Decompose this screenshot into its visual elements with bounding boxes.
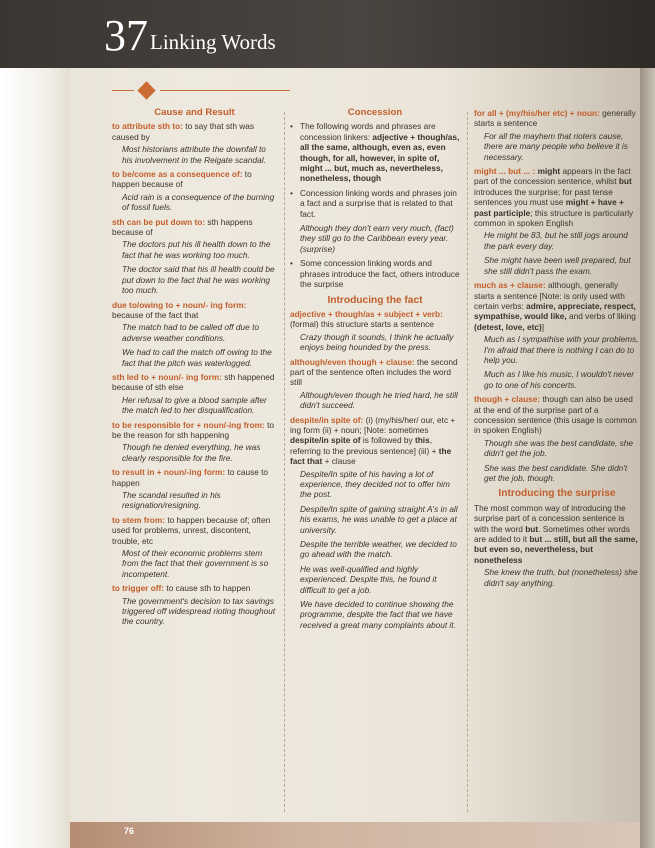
entry-head: due to/owing to + noun/- ing form: <box>112 299 247 310</box>
entry <box>290 357 460 388</box>
entry <box>112 121 277 142</box>
column-concession-cont <box>474 108 640 592</box>
paragraph <box>474 503 640 565</box>
footer-bar <box>70 822 640 848</box>
entry-head: to result in + noun/-ing form: <box>112 467 226 478</box>
entry-text: sth happened because of sth else <box>112 371 275 393</box>
entry-head: sth led to + noun/- ing form: <box>112 371 222 382</box>
bullet-text: The following words and phrases are concession linkers: <box>300 121 436 142</box>
example: Though she was the best candidate, she didn't get the job. <box>484 437 633 459</box>
example: The doctor said that his ill health could be put down to the fact that he was working too much. <box>122 264 275 296</box>
example: Despite the terrible weather, we decided to go ahead with the match. <box>300 539 457 560</box>
entry-bold: (detest, love, etc) <box>474 321 542 332</box>
chapter-header <box>0 0 655 68</box>
example: Much as I like his music, I wouldn't never go to one of his concerts. <box>484 369 635 390</box>
example: Although/even though he tried hard, he still didn't succeed. <box>300 389 458 411</box>
entry-text: is followed by <box>360 435 415 446</box>
example: Crazy though it sounds, I think he actually enjoys being hounded by the press. <box>300 331 454 353</box>
example: Most historians attribute the downfall to his involvement in the Reigate scandal. <box>122 144 266 165</box>
entry <box>112 300 277 321</box>
entry <box>474 280 640 332</box>
entry-text: , referring to the previous sentence] (iii) + <box>290 435 439 456</box>
example: We had to call the match off owing to the fact that the pitch was waterlogged. <box>122 347 272 368</box>
bullet-item <box>290 121 460 183</box>
paragraph-bold: but <box>525 523 539 534</box>
entry <box>112 169 277 190</box>
entry-text: ] <box>541 321 545 332</box>
page-margin <box>0 60 70 848</box>
entry-text: + clause <box>322 456 356 467</box>
bullet-icon: • <box>290 187 293 198</box>
entry <box>112 515 277 546</box>
entry-bold: this <box>414 435 430 446</box>
paragraph-text: . Sometimes other words are added to it <box>474 523 630 545</box>
example: Despite/In spite of his having a lot of experience, they decided not to offer him the post. <box>300 468 450 500</box>
bullet-icon: • <box>290 258 293 269</box>
entry-text: introduces the surprise; for past tense sentences you must use <box>474 186 613 208</box>
entry-text: (formal) this structure starts a sentence <box>290 319 434 330</box>
entry-head: to stem from: <box>112 514 166 525</box>
entry-head: might ... but ... : <box>474 166 536 177</box>
example: The scandal resulted in his resignation/resigning. <box>122 490 221 511</box>
header-rule <box>160 90 290 91</box>
entry-bold: despite/in spite of <box>290 435 361 446</box>
entry <box>112 420 277 441</box>
bullet-icon: • <box>290 121 293 132</box>
entry-text: sth happens because of <box>112 216 253 238</box>
entry-head: to trigger off: <box>112 583 165 594</box>
entry-bold: admire, appreciate, respect, sympathise, would like, <box>474 300 636 322</box>
header-rule <box>112 90 134 91</box>
example: She was the best candidate. She didn't get the job, though. <box>484 462 628 483</box>
section-title: Concession <box>347 107 403 118</box>
entry-bold: the fact that <box>290 445 452 467</box>
entry <box>290 415 460 467</box>
bullet-item <box>290 188 460 219</box>
entry-text: ; this structure is particularly common in spoken English <box>474 207 634 229</box>
entry <box>112 583 277 593</box>
example: Though he denied everything, he was clearly responsible for the fire. <box>122 442 261 463</box>
entry-text: to happen because of; often used for problems, unrest, discontent, trouble, etc <box>112 514 271 546</box>
example: He was well-qualified and highly experienced. Despite this, he found it difficult to get a job. <box>300 563 437 595</box>
entry-head: for all + (my/his/her etc) + noun: <box>474 108 600 118</box>
example: Most of their economic problems stem from the fact that their government is so incompetent. <box>122 548 269 579</box>
column-cause-result <box>112 108 277 631</box>
entry-head: to attribute sth to: <box>112 121 183 132</box>
entry-head: adjective + though/as + subject + verb: <box>290 308 443 319</box>
entry-head: sth can be put down to: <box>112 216 206 227</box>
example: She knew the truth, but (nonetheless) she didn't say anything. <box>484 567 638 588</box>
entry <box>112 372 277 393</box>
example: Although they don't earn very much, (fact) they still go to the Caribbean every year. (surprise) <box>300 223 454 254</box>
column-concession <box>290 108 460 634</box>
entry-text: though can also be used at the end of the surprise part of a concession sentence (this usage is common in spoken English) <box>474 394 637 436</box>
entry-bold: might <box>537 166 561 177</box>
entry <box>290 309 460 330</box>
column-divider <box>284 112 285 812</box>
section-title: Cause and Result <box>154 107 235 118</box>
section-title: Introducing the surprise <box>498 488 616 500</box>
entry-text: although, generally starts a sentence [Note: is only used with certain verbs: <box>474 280 625 311</box>
entry <box>474 108 640 129</box>
entry-text: to cause sth to happen <box>164 583 251 594</box>
entry-head: though + clause: <box>474 394 541 405</box>
entry-head: although/even though + clause: <box>290 356 415 367</box>
entry <box>474 166 640 228</box>
chapter-title: Linking Words <box>150 30 276 54</box>
entry-text: the second part of the sentence often includes the word still <box>290 356 458 388</box>
entry-text: to happen because of <box>112 169 252 190</box>
chapter-number: 37 <box>104 11 148 60</box>
example: For all the mayhem that rioters cause, there are many people who believe it is necessary. <box>484 130 628 162</box>
column-divider <box>467 112 468 812</box>
entry-text: to say that sth was caused by <box>112 121 255 142</box>
example: The government's decision to tax savings triggered off widespread rioting thoughout the country. <box>122 595 276 627</box>
example: Despite/In spite of gaining straight A's in all his exams, he was unable to get a place at university. <box>300 503 458 535</box>
entry-text: to be the reason for sth happening <box>112 419 275 440</box>
bullet-item <box>290 258 460 289</box>
entry-bold: might + have + past participle <box>474 197 624 218</box>
entry-bold: but <box>618 176 632 187</box>
bullet-bold: adjective + though/as, all the same, although, even as, even though, for all, however, in spite of, might ... but, much as, nevertheless, nonetheless, though <box>300 131 460 184</box>
example: She might have been well prepared, but she still didn't pass the exam. <box>484 255 631 276</box>
entry-head: to be responsible for + noun/-ing from: <box>112 419 265 430</box>
entry <box>112 467 277 488</box>
page-edge <box>640 0 655 848</box>
example: He might be 83, but he still jogs around the park every day. <box>484 230 628 251</box>
paragraph-bold: but ... still, but all the same, but even so, nevertheless, but nonetheless <box>474 534 638 565</box>
entry-text: appears in the fact part of the concession sentence, whilst <box>474 166 631 187</box>
entry-head: to be/come as a consequence of: <box>112 169 243 180</box>
entry-text: to cause to happen <box>112 467 269 488</box>
entry-text: because of the fact that <box>112 309 199 320</box>
page-number: 76 <box>124 826 135 836</box>
example: The doctors put his ill health down to the fact that he was working too much. <box>122 239 271 260</box>
example: We have decided to continue showing the programme, despite the fact that we have received a great many complaints about it. <box>300 599 456 630</box>
paragraph-text: The most common way of introducing the surprise part of a concession sentence is with the word <box>474 502 626 534</box>
entry-head: despite/in spite of: <box>290 414 364 425</box>
example: The match had to be called off due to adverse weather conditions. <box>122 322 259 343</box>
example: Her refusal to give a blood sample after the match led to her disqualification. <box>122 394 267 416</box>
entry-text: generally starts a sentence <box>474 108 636 129</box>
entry <box>474 394 640 436</box>
entry <box>112 217 277 238</box>
example: Acid rain is a consequence of the burning of fossil fuels. <box>122 191 275 213</box>
example: Much as I sympathise with your problems, I'm afraid that there is nothing I can do to help you. <box>484 334 639 365</box>
section-title: Introducing the fact <box>327 294 423 306</box>
entry-head: much as + clause: <box>474 280 546 291</box>
entry-text: (i) (my/his/her/ our, etc + ing form (ii) + noun; [Note: sometimes <box>290 414 456 435</box>
bullet-text: Concession linking words and phrases join a fact and a surprise that is related to that fact. <box>300 187 457 219</box>
entry-text: and verbs of liking <box>566 311 636 322</box>
bullet-text: Some concession linking words and phrases introduce the fact, others introduce the surprise <box>300 258 460 290</box>
